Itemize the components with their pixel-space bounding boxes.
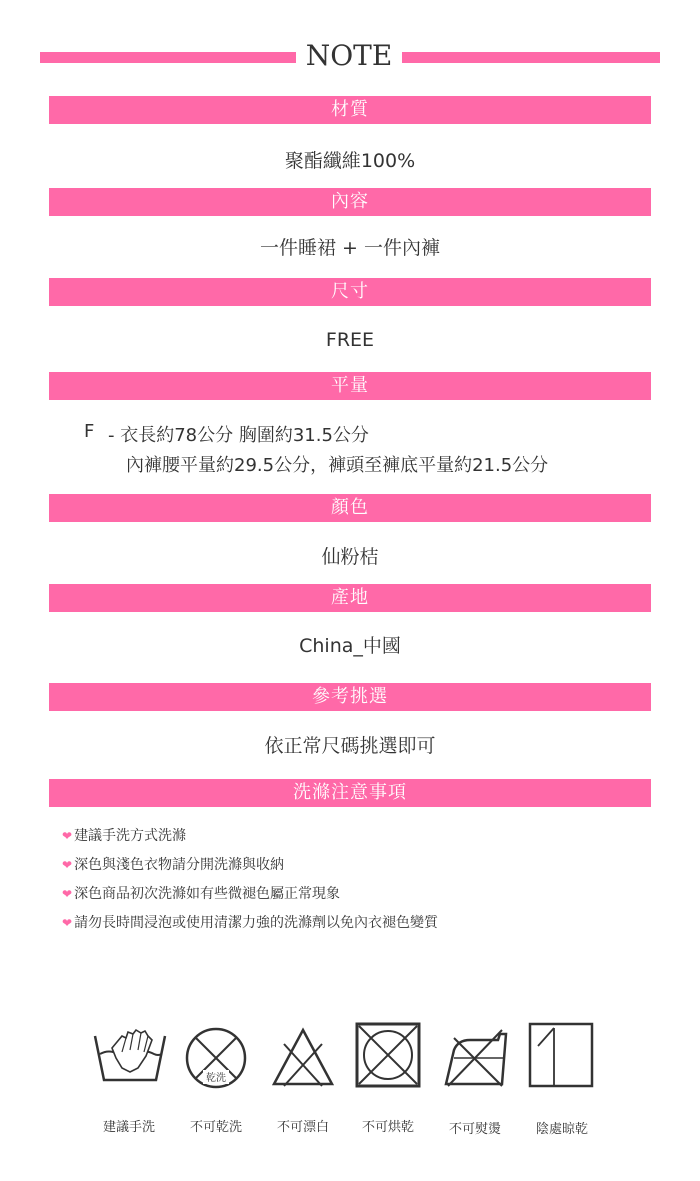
note-header-left-rule: [40, 52, 296, 63]
svg-text:乾洗: 乾洗: [206, 1073, 226, 1084]
origin-value: China_中國: [299, 635, 401, 657]
heart-icon: ❤: [62, 829, 73, 843]
section-heading-material: 材質: [49, 96, 651, 124]
section-heading-size-guide: 參考挑選: [49, 683, 651, 711]
size-value: FREE: [325, 329, 375, 351]
contents-value: 一件睡裙 + 一件內褲: [260, 237, 440, 259]
care-icon-label: 不可烘乾: [361, 1120, 414, 1135]
care-icon-label: 陰處晾乾: [535, 1122, 588, 1137]
shade-dry-icon: [528, 1022, 594, 1088]
care-icon-label: 不可乾洗: [189, 1120, 242, 1135]
note-header: [40, 38, 660, 78]
section-heading-care: 洗滌注意事項: [49, 779, 651, 807]
no-iron-icon: [442, 1028, 510, 1088]
section-heading-measurements: 平量: [49, 372, 651, 400]
section-heading-color: 顏色: [49, 494, 651, 522]
measurement-line-2: 內褲腰平量約29.5公分，褲頭至褲底平量約21.5公分: [126, 455, 549, 476]
section-heading-size: 尺寸: [49, 278, 651, 306]
no-dry-clean-icon: [184, 1026, 248, 1090]
care-note: ❤ 建議手洗方式洗滌: [62, 828, 187, 844]
heart-icon: ❤: [62, 887, 73, 901]
section-heading-contents: 內容: [49, 188, 651, 216]
care-icon-label: 建議手洗: [102, 1120, 155, 1135]
care-icon-label: 不可熨燙: [448, 1122, 501, 1137]
section-heading-origin: 產地: [49, 584, 651, 612]
care-note: ❤ 請勿長時間浸泡或使用清潔力強的洗滌劑以免內衣褪色變質: [62, 915, 439, 931]
note-header-right-rule: [402, 52, 660, 63]
hand-wash-icon: [92, 1028, 168, 1088]
no-tumble-dry-icon: [355, 1022, 421, 1088]
care-note: ❤ 深色商品初次洗滌如有些微褪色屬正常現象: [62, 886, 341, 902]
heart-icon: ❤: [62, 916, 73, 930]
color-value: 仙粉桔: [321, 546, 379, 568]
size-guide-value: 依正常尺碼挑選即可: [264, 735, 436, 757]
care-icon-label: 不可漂白: [276, 1120, 329, 1135]
material-value: 聚酯纖維100%: [284, 150, 416, 172]
note-title: NOTE: [305, 39, 393, 72]
no-bleach-icon: [270, 1026, 336, 1088]
heart-icon: ❤: [62, 858, 73, 872]
measurement-line-1: - 衣長約78公分 胸圍約31.5公分: [108, 425, 369, 446]
measurement-size-label: F: [84, 421, 95, 442]
care-note: ❤ 深色與淺色衣物請分開洗滌與收納: [62, 857, 285, 873]
